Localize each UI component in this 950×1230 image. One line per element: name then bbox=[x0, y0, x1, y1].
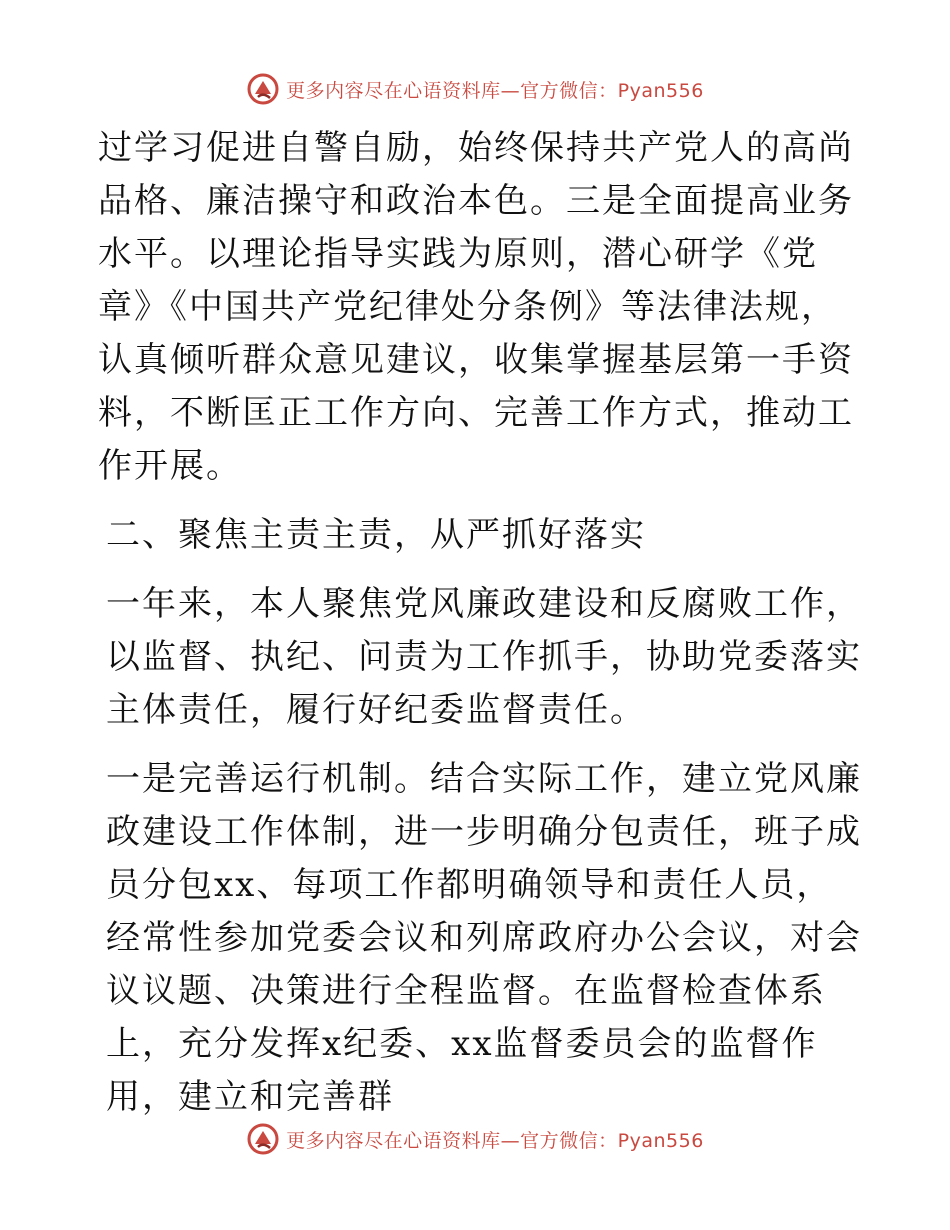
document-body bbox=[98, 122, 868, 1124]
watermark-text: 更多内容尽在心语资料库—官方微信：Pyan556 bbox=[286, 79, 704, 102]
section-heading-2: 二、聚焦主责主责，从严抓好落实 bbox=[106, 515, 646, 555]
watermark-text: 更多内容尽在心语资料库—官方微信：Pyan556 bbox=[286, 1129, 704, 1152]
brand-logo-icon bbox=[246, 72, 280, 106]
paragraph-continued: 过学习促进自警自励，始终保持共产党人的高尚品格、廉洁操守和政治本色。三是全面提高业务水平。以理论指导实践为原则，潜心研学《党章》《中国共产党纪律处分条例》等法律法规，认真倾听群众意见建议，收集掌握基层第一手资料，不断匡正工作方向、完善工作方式，推动工作开展。 bbox=[98, 128, 854, 486]
footer-watermark bbox=[0, 1122, 950, 1156]
brand-logo-icon bbox=[246, 1122, 280, 1156]
header-watermark bbox=[0, 72, 950, 106]
paragraph-overview: 一年来，本人聚焦党风廉政建设和反腐败工作，以监督、执纪、问责为工作抓手，协助党委落实主体责任，履行好纪委监督责任。 bbox=[106, 584, 862, 730]
paragraph-mechanism: 一是完善运行机制。结合实际工作，建立党风廉政建设工作体制，进一步明确分包责任，班子成员分包xx、每项工作都明确领导和责任人员，经常性参加党委会议和列席政府办公会议，对会议议题、决策进行全程监督。在监督检查体系上，充分发挥x纪委、xx监督委员会的监督作用，建立和完善群 bbox=[106, 759, 862, 1117]
